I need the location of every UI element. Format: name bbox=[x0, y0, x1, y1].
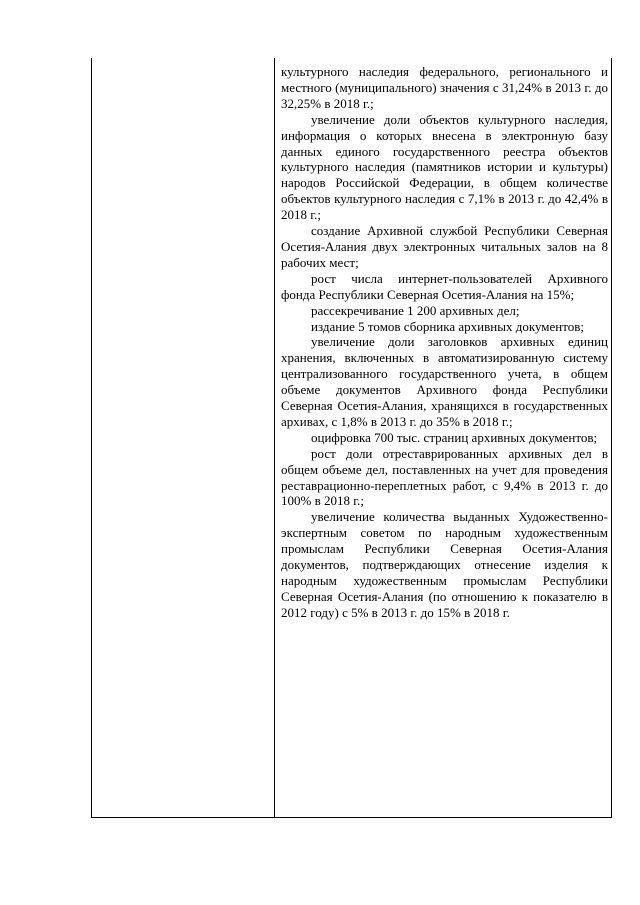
table-left-cell bbox=[92, 58, 274, 817]
table-right-cell bbox=[281, 64, 608, 621]
paragraph-1: культурного наследия федерального, регионального и местного (муниципального) значения с 31,24% в 2013 г. до 32,25% в 2018 г.; bbox=[281, 64, 608, 111]
document-table bbox=[91, 58, 612, 818]
paragraph-6: издание 5 томов сборника архивных документов; bbox=[311, 318, 584, 334]
paragraph-10: увеличение количества выданных Художественно-экспертным советом по народным художественным промыслам Республики Северная Осетия-Алания документов, подтверждающих отнесение изделия к народным художественным промыслам Республики Северная Осетия-Алания (по отношению к показателю в 2012 году) с 5% в 2013 г. до 15% в 2018 г. bbox=[281, 509, 608, 620]
paragraph-9: рост доли отреставрированных архивных дел в общем объеме дел, поставленных на учет для проведения реставрационно-переплетных работ, с 9,4% в 2013 г. до 100% в 2018 г.; bbox=[281, 445, 608, 509]
paragraph-2: увеличение доли объектов культурного наследия, информация о которых внесена в электронную базу данных единого государственного реестра объектов культурного наследия (памятников истории и культуры) народов Российской Федерации, в общем количестве объектов культурного наследия с 7,1% в 2013 г. до 42,4% в 2018 г.; bbox=[281, 111, 608, 223]
paragraph-8: оцифровка 700 тыс. страниц архивных документов; bbox=[311, 429, 598, 445]
paragraph-3: создание Архивной службой Республики Северная Осетия-Алания двух электронных читальных залов на 8 рабочих мест; bbox=[281, 223, 608, 270]
paragraph-7: увеличение доли заголовков архивных единиц хранения, включенных в автоматизированную систему централизованного государственного учета, в общем объеме документов Архивного фонда Республики Северная Осетия-Алания, хранящихся в государственных архивах, с 1,8% в 2013 г. до 35% в 2018 г.; bbox=[281, 334, 608, 429]
paragraph-4: рост числа интернет-пользователей Архивного фонда Республики Северная Осетия-Алания на 15%; bbox=[281, 270, 608, 302]
paragraph-5: рассекречивание 1 200 архивных дел; bbox=[311, 302, 520, 318]
column-divider bbox=[274, 58, 275, 817]
